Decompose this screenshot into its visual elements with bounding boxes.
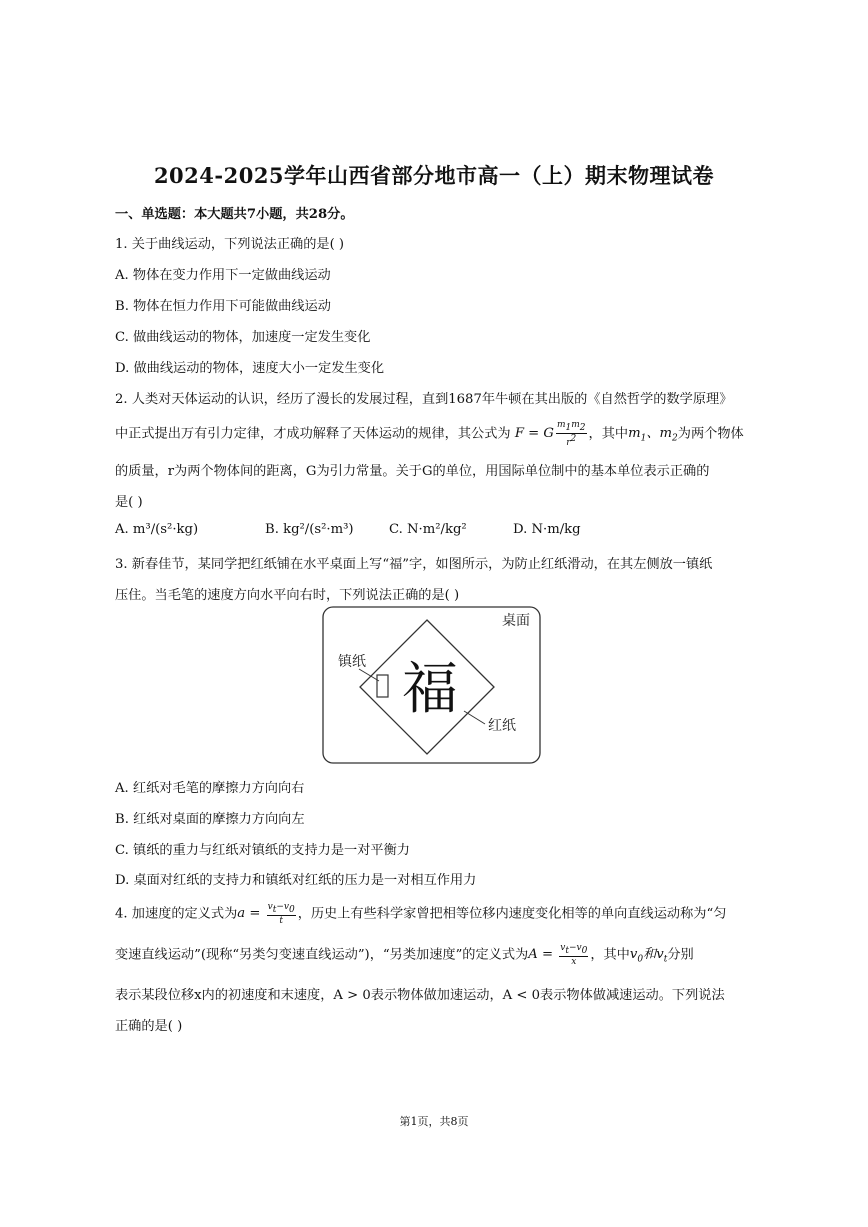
q2-option-b: B. kg²/(s²·m³): [265, 522, 354, 537]
q4-line-1-text-b: ，历史上有些科学家曾把相等位移内速度变化相等的单向直线运动称为“匀: [297, 906, 727, 922]
q3-option-c: C. 镇纸的重力与红纸对镇纸的支持力是一对平衡力: [115, 843, 410, 858]
q2-line-2-text-b: ，其中: [588, 426, 629, 442]
gravity-formula: F = G $\frac{m_1m_2}{r^2}$: [514, 420, 586, 448]
q2-option-c: C. N·m²/kg²: [389, 522, 467, 537]
fu-character: 福: [402, 657, 458, 722]
q2-line-1: 2. 人类对天体运动的认识，经历了漫长的发展过程，直到1687年牛顿在其出版的《自然哲学的数学原理》: [115, 392, 733, 407]
acceleration-formula: a = $\frac{v_t-v_0}{t}$: [237, 902, 295, 926]
q3-line-2: 压住。当毛笔的速度方向水平向右时，下列说法正确的是( ): [115, 588, 460, 603]
q1-option-d: D. 做曲线运动的物体，速度大小一定发生变化: [115, 361, 385, 376]
q2-line-4: 是( ): [115, 495, 143, 510]
q4-line-4: 正确的是( ): [115, 1019, 183, 1034]
q3-option-b: B. 红纸对桌面的摩擦力方向向左: [115, 812, 305, 827]
paper-leader: [464, 711, 485, 724]
section-heading: 一、单选题：本大题共7小题，共28分。: [115, 207, 354, 222]
q2-line-2-text-a: 中正式提出万有引力定律，才成功解释了天体运动的规律，其公式为: [115, 426, 511, 442]
q1-option-b: B. 物体在恒力作用下可能做曲线运动: [115, 299, 331, 314]
q1-option-a: A. 物体在变力作用下一定做曲线运动: [115, 268, 331, 283]
paper-label: 红纸: [488, 718, 516, 734]
q4-line-2: [115, 943, 694, 967]
desk-figure: [322, 606, 541, 764]
q4-line-2-text-a: 变速直线运动”(现称“另类匀变速直线运动”)，“另类加速度”的定义式为: [115, 947, 529, 963]
q2-option-a: A. m³/(s²·kg): [115, 522, 199, 537]
q4-line-1: [115, 902, 726, 926]
page-title: 2024-2025学年山西省部分地市高一（上）期末物理试卷: [153, 163, 715, 188]
mass-symbols: $m_1$、$m_2$: [628, 426, 678, 445]
q4-line-1-text-a: 4. 加速度的定义式为: [115, 906, 238, 922]
q2-line-2-text-c: 为两个物体: [677, 426, 744, 442]
paperweight-rect: [377, 675, 388, 697]
q1-stem: 1. 关于曲线运动，下列说法正确的是( ): [115, 237, 345, 252]
q3-option-d: D. 桌面对红纸的支持力和镇纸对红纸的压力是一对相互作用力: [115, 873, 477, 888]
q2-line-2: [115, 420, 744, 448]
q3-option-a: A. 红纸对毛笔的摩擦力方向向右: [115, 781, 305, 796]
q4-line-2-text-c: 分别: [667, 947, 694, 963]
page-footer: 第1页，共8页: [399, 1115, 469, 1128]
q3-line-1: 3. 新春佳节，某同学把红纸铺在水平桌面上写“福”字，如图所示，为防止红纸滑动，在其左侧放一镇纸: [115, 557, 713, 572]
q2-line-3: 的质量，r为两个物体间的距离，G为引力常量。关于G的单位，用国际单位制中的基本单位表示正确的: [115, 464, 710, 479]
q1-option-c: C. 做曲线运动的物体，加速度一定发生变化: [115, 330, 371, 345]
paperweight-label: 镇纸: [338, 654, 366, 670]
q4-line-2-text-b: ，其中: [590, 947, 630, 963]
alt-acceleration-formula: A = $\frac{v_t-v_0}{x}$: [528, 943, 588, 967]
desk-label: 桌面: [502, 613, 530, 629]
q2-option-d: D. N·m/kg: [513, 522, 581, 537]
velocity-symbols: $v_0$和$v_t$: [629, 947, 668, 966]
q4-line-3: 表示某段位移x内的初速度和末速度，A > 0表示物体做加速运动，A < 0表示物体做减速运动。下列说法: [115, 988, 725, 1003]
